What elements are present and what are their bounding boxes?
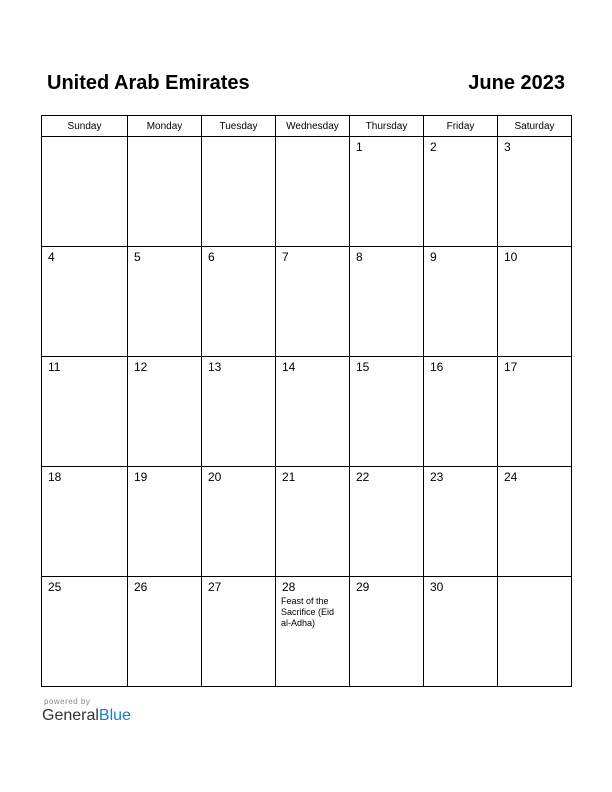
day-number: 12 [134, 360, 148, 374]
day-cell [202, 467, 276, 577]
day-number: 9 [430, 250, 437, 264]
weekday-saturday: Saturday [498, 116, 572, 137]
week-row [42, 467, 572, 577]
day-number: 16 [430, 360, 444, 374]
day-number: 26 [134, 580, 148, 594]
day-number: 25 [48, 580, 62, 594]
day-number: 17 [504, 360, 518, 374]
day-cell [276, 577, 350, 687]
day-number: 13 [208, 360, 222, 374]
day-cell [350, 577, 424, 687]
month-year-title: June 2023 [468, 72, 565, 94]
day-number: 24 [504, 470, 518, 484]
day-cell [128, 467, 202, 577]
day-cell [42, 137, 128, 247]
day-cell [202, 247, 276, 357]
weekday-header-row [42, 116, 572, 137]
weekday-friday: Friday [424, 116, 498, 137]
day-cell [128, 577, 202, 687]
day-number: 7 [282, 250, 289, 264]
day-number: 28 [282, 580, 296, 594]
day-number: 20 [208, 470, 222, 484]
brand-logo [42, 707, 131, 725]
day-number: 30 [430, 580, 444, 594]
week-row [42, 137, 572, 247]
day-cell [350, 137, 424, 247]
day-number: 19 [134, 470, 148, 484]
day-cell [202, 577, 276, 687]
brand-name-general: General [42, 707, 99, 724]
day-number: 6 [208, 250, 215, 264]
calendar-grid [41, 115, 572, 687]
day-cell [276, 357, 350, 467]
powered-by-text: powered by [44, 697, 91, 706]
day-number: 23 [430, 470, 444, 484]
day-number: 11 [48, 360, 61, 374]
weekday-tuesday: Tuesday [202, 116, 276, 137]
day-number: 21 [282, 470, 296, 484]
day-cell [42, 577, 128, 687]
day-cell [128, 137, 202, 247]
day-cell [424, 467, 498, 577]
weekday-thursday: Thursday [350, 116, 424, 137]
day-cell [350, 247, 424, 357]
day-cell [498, 247, 572, 357]
brand-name-blue: Blue [98, 707, 131, 724]
weekday-monday: Monday [128, 116, 202, 137]
day-cell [498, 577, 572, 687]
day-cell [42, 357, 128, 467]
day-cell [498, 357, 572, 467]
day-cell [128, 247, 202, 357]
day-cell [276, 137, 350, 247]
day-number: 27 [208, 580, 222, 594]
day-number: 4 [48, 250, 55, 264]
week-row [42, 357, 572, 467]
holiday-label: Feast of the Sacrifice (Eid al-Adha) [281, 596, 335, 628]
weekday-sunday: Sunday [42, 116, 128, 137]
footer-branding [42, 697, 131, 725]
day-cell [202, 357, 276, 467]
weekday-wednesday: Wednesday [276, 116, 350, 137]
day-cell [424, 247, 498, 357]
country-title: United Arab Emirates [47, 72, 250, 94]
day-cell [276, 467, 350, 577]
day-number: 8 [356, 250, 363, 264]
day-number: 1 [356, 140, 363, 154]
day-cell [276, 247, 350, 357]
day-cell [128, 357, 202, 467]
day-cell [42, 467, 128, 577]
day-number: 3 [504, 140, 511, 154]
day-cell [424, 137, 498, 247]
week-row [42, 577, 572, 687]
day-number: 5 [134, 250, 141, 264]
day-cell [350, 357, 424, 467]
day-cell [350, 467, 424, 577]
day-cell [424, 577, 498, 687]
day-cell [202, 137, 276, 247]
day-number: 14 [282, 360, 296, 374]
day-number: 10 [504, 250, 518, 264]
week-row [42, 247, 572, 357]
day-cell [42, 247, 128, 357]
day-cell [424, 357, 498, 467]
day-number: 18 [48, 470, 62, 484]
day-number: 15 [356, 360, 370, 374]
day-number: 22 [356, 470, 370, 484]
day-cell [498, 467, 572, 577]
day-cell [498, 137, 572, 247]
day-number: 2 [430, 140, 437, 154]
day-number: 29 [356, 580, 370, 594]
